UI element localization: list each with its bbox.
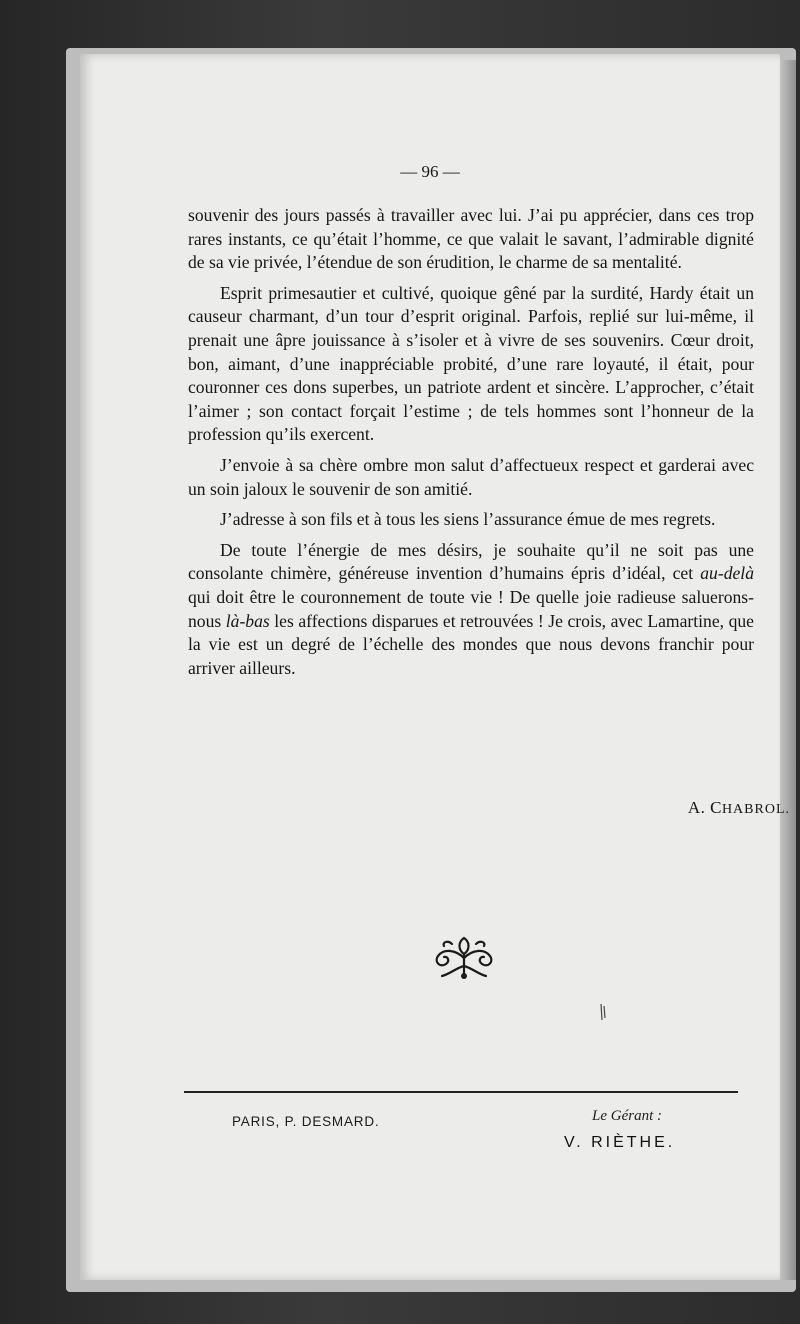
signature-surname: HABROL. (721, 802, 790, 817)
paragraph-5-emphasis-la-bas: là-bas (225, 610, 270, 631)
footer-rule (184, 1091, 738, 1093)
paragraph-2: Esprit primesautier et cultivé, quoique gêné par la surdité, Hardy était un causeur charmant, d’un tour d’esprit original. Parfois, replié sur lui-même, il prenait une âpre jouissance à s’isoler et à vivre de ses souvenirs. Cœur droit, bon, aimant, d’une inappréciable probité, d’une rare loyauté, il était, pour couronner ces dons superbes, un patriote ardent et sincère. L’approcher, c’était l’aimer ; son contact forçait l’estime ; de tels hommes sont l’honneur de la profession qu’ils exercent. (188, 282, 754, 445)
signature-initial: A. C (687, 798, 722, 817)
printer-imprint: PARIS, P. DESMARD. (232, 1114, 380, 1129)
paragraph-5-emphasis-au-dela: au-delà (700, 563, 754, 584)
gerant-name: V. RIÈTHE. (564, 1134, 676, 1151)
paragraph-3: J’envoie à sa chère ombre mon salut d’affectueux respect et garderai avec un soin jaloux le souvenir de son amitié. (188, 454, 754, 499)
book-page (80, 54, 790, 1280)
paragraph-5-part-c: les affections disparues et retrouvées ! Je crois, avec Lamartine, que la vie est un degré de l’échelle des mondes que nous devons franchir pour arriver ailleurs. (188, 610, 754, 678)
paragraph-5-part-a: De toute l’énergie de mes désirs, je souhaite qu’il ne soit pas une consolante chimère, généreuse invention d’humains épris d’idéal, cet (188, 539, 754, 584)
book-page-edge (778, 60, 796, 1280)
fleuron-ornament-icon (428, 932, 500, 982)
paragraph-1: souvenir des jours passés à travailler avec lui. J’ai pu apprécier, dans ces trop rares instants, ce qu’était l’homme, ce que valait le savant, l’admirable dignité de sa vie privée, l’étendue de son érudition, le charme de sa mentalité. (188, 205, 754, 273)
paragraph-4: J’adresse à son fils et à tous les siens l’assurance émue de mes regrets. (220, 509, 716, 530)
paragraph-5-part-b: qui doit être le couronnement de toute vie ! De quelle joie radieuse saluerons-nous (188, 586, 754, 631)
ink-speck (599, 1002, 607, 1022)
author-signature (188, 798, 790, 818)
gerant-label: Le Gérant : (592, 1108, 662, 1124)
paragraph-5 (188, 539, 754, 681)
body-text (188, 204, 754, 687)
page-number: — 96 — (400, 162, 460, 181)
